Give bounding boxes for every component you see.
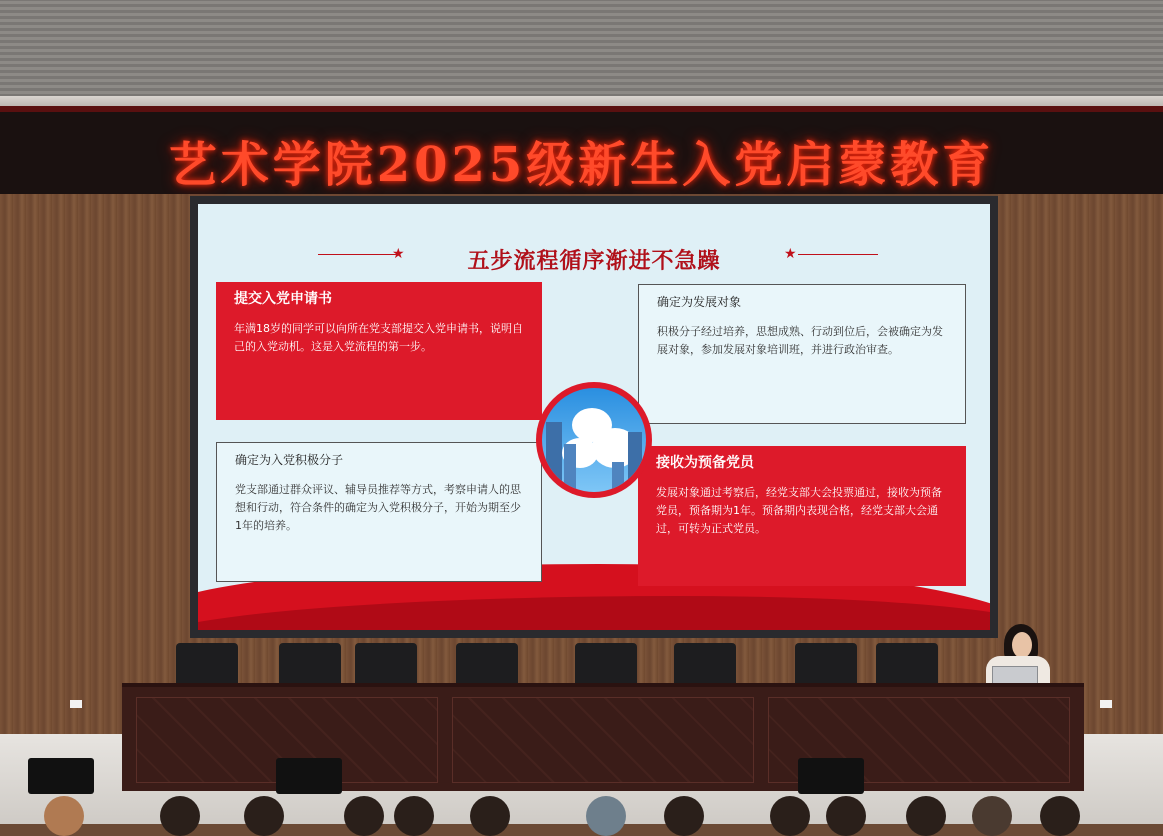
floor-speaker — [798, 758, 864, 794]
slide-title: 五步流程循序渐进不急躁 — [467, 249, 721, 274]
audience-head — [470, 796, 510, 836]
slide — [198, 204, 990, 630]
step-title: 确定为发展对象 — [657, 295, 742, 309]
podium-table — [122, 683, 1084, 791]
wall-outlet — [70, 700, 82, 708]
chair — [279, 643, 341, 685]
step-text: 党支部通过群众评议、辅导员推荐等方式，考察申请人的思想和行动，符合条件的确定为入党积极分子，开始为期至少1年的培养。 — [235, 483, 521, 532]
floor-speaker — [276, 758, 342, 794]
audience-head — [770, 796, 810, 836]
step-title: 接收为预备党员 — [656, 455, 754, 471]
star-icon-right: ★ — [784, 246, 797, 262]
audience-head — [586, 796, 626, 836]
audience-head — [44, 796, 84, 836]
chair — [176, 643, 238, 685]
audience-head — [906, 796, 946, 836]
audience-head — [344, 796, 384, 836]
wood-wall-left — [0, 194, 190, 734]
audience-head — [244, 796, 284, 836]
projection-screen — [190, 196, 998, 638]
floor-speaker — [28, 758, 94, 794]
title-line-right — [798, 254, 878, 255]
step-text: 积极分子经过培养，思想成熟、行动到位后，会被确定为发展对象，参加发展对象培训班，并进行政治审查。 — [657, 325, 943, 356]
step-card-activist — [216, 442, 542, 582]
table-panel — [452, 697, 754, 783]
city-sky-image — [542, 388, 646, 492]
banner-text: 艺术学院2025级新生入党启蒙教育 — [168, 137, 995, 193]
chair — [795, 643, 857, 685]
audience-head — [160, 796, 200, 836]
audience-head — [972, 796, 1012, 836]
step-title: 提交入党申请书 — [234, 291, 332, 307]
step-title: 确定为入党积极分子 — [235, 453, 344, 467]
chair — [674, 643, 736, 685]
step-text: 年满18岁的同学可以向所在党支部提交入党申请书，说明自己的入党动机。这是入党流程的第一步。 — [234, 322, 523, 353]
chair — [575, 643, 637, 685]
step-card-submit-application — [216, 282, 542, 420]
step-text: 发展对象通过考察后，经党支部大会投票通过，接收为预备党员，预备期为1年。预备期内表现合格，经党支部大会通过，可转为正式党员。 — [656, 486, 942, 535]
step-card-probationary-member — [638, 446, 966, 586]
ceiling — [0, 0, 1163, 100]
audience-head — [826, 796, 866, 836]
presenter-face — [1012, 632, 1032, 658]
star-icon-left: ★ — [392, 246, 405, 262]
chair — [355, 643, 417, 685]
step-card-development-target — [638, 284, 966, 424]
audience-head — [664, 796, 704, 836]
center-image-ring — [536, 382, 652, 498]
audience-head — [1040, 796, 1080, 836]
chair — [456, 643, 518, 685]
wall-outlet — [1100, 700, 1112, 708]
chair — [876, 643, 938, 685]
audience-head — [394, 796, 434, 836]
led-banner — [0, 106, 1163, 194]
